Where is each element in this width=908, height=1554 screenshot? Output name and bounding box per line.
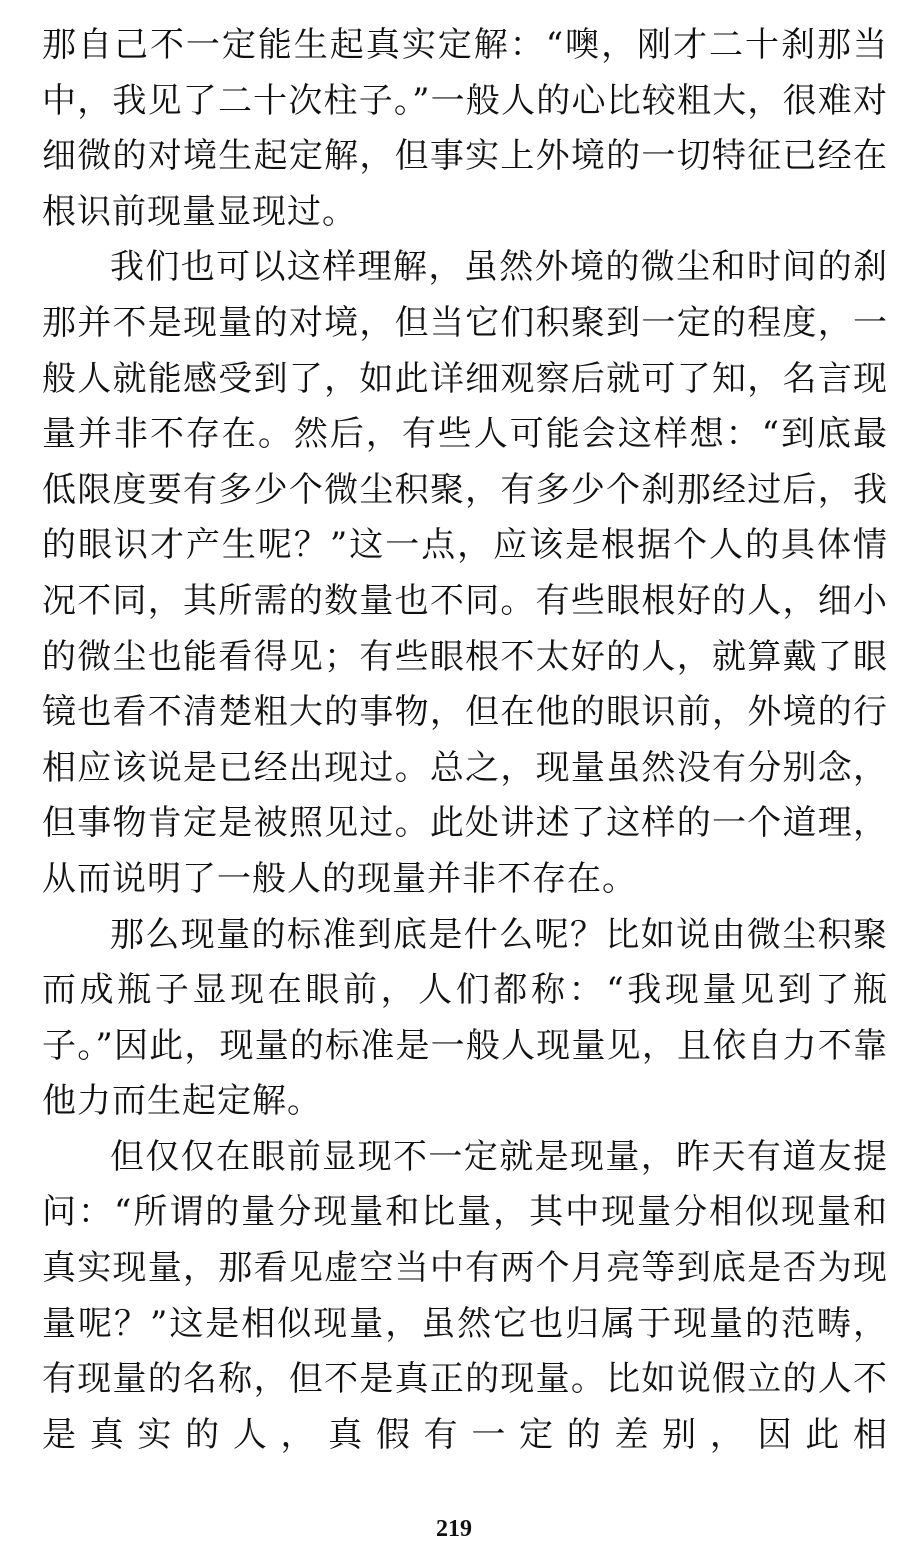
paragraph-1: 那自己不一定能生起真实定解：“噢，刚才二十刹那当中，我见了二十次柱子。”一般人的心比较粗大，很难对细微的对境生起定解，但事实上外境的一切特征已经在根识前现量显现过。 xyxy=(42,25,888,232)
paragraph-4: 但仅仅在眼前显现不一定就是现量，昨天有道友提问：“所谓的量分现量和比量，其中现量分相似现量和真实现量，那看见虚空当中有两个月亮等到底是否为现量呢？”这是相似现量，虽然它也归属于现量的范畴，有现量的名称，但不是真正的现量。比如说假立的人不是真实的人，真假有一定的差别，因此相 xyxy=(42,1136,888,1455)
page-number: 219 xyxy=(436,1516,472,1542)
paragraph-3: 那么现量的标准到底是什么呢？比如说由微尘积聚而成瓶子显现在眼前，人们都称：“我现量见到了瓶子。”因此，现量的标准是一般人现量见，且依自力不靠他力而生起定解。 xyxy=(42,914,888,1122)
page-body xyxy=(42,18,888,1463)
paragraph-2: 我们也可以这样理解，虽然外境的微尘和时间的刹那并不是现量的对境，但当它们积聚到一定的程度，一般人就能感受到了，如此详细观察后就可了知，名言现量并非不存在。然后，有些人可能会这样想：“到底最低限度要有多少个微尘积聚，有多少个刹那经过后，我的眼识才产生呢？”这一点，应该是根据个人的具体情况不同，其所需的数量也不同。有些眼根好的人，细小的微尘也能看得见；有些眼根不太好的人，就算戴了眼镜也看不清楚粗大的事物，但在他的眼识前，外境的行相应该说是已经出现过。总之，现量虽然没有分别念，但事物肯定是被照见过。此处讲述了这样的一个道理，从而说明了一般人的现量并非不存在。 xyxy=(42,247,888,899)
